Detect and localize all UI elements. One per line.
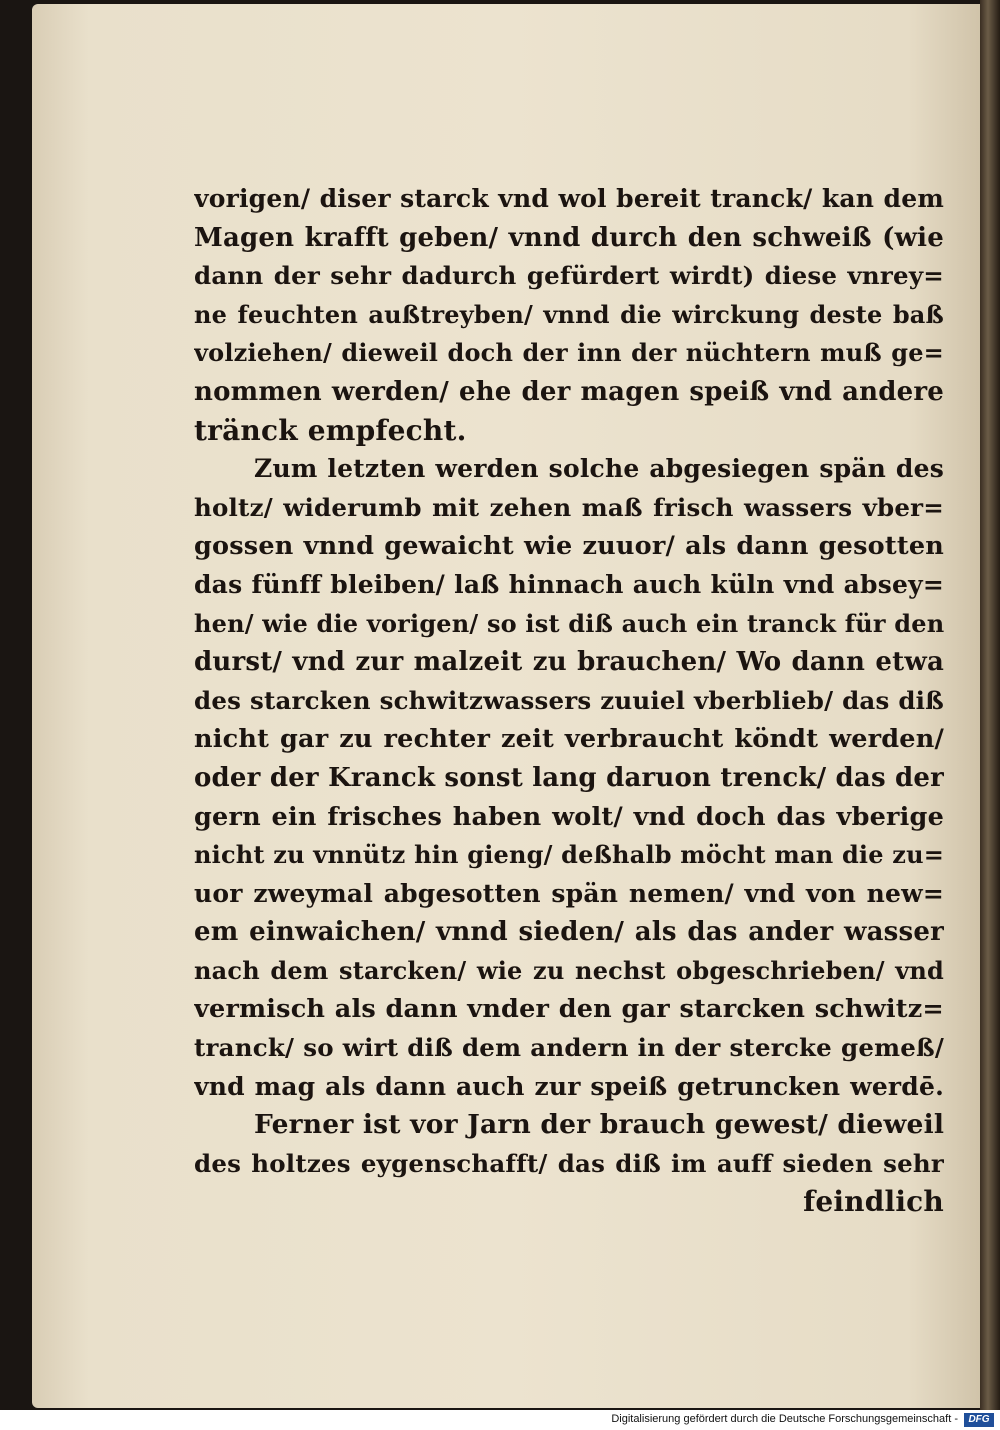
text-line-7: tränck empfecht. [194, 413, 467, 447]
text-line-14: des starcken schwitzwassers zuuiel vberblieb/ das diß [194, 685, 944, 715]
text-line-3: dann der sehr dadurch gefürdert wirdt) diese vnrey= [194, 261, 944, 291]
text-line-4: ne feuchten außtreyben/ vnnd die wirckung deste baß [194, 299, 944, 329]
text-line-8: Zum letzten werden solche abgesiegen spän des [254, 454, 944, 484]
attribution-footer [0, 1410, 1000, 1430]
text-line-25: Ferner ist vor Jarn der brauch gewest/ dieweil [254, 1109, 944, 1141]
text-line-2: Magen krafft geben/ vnnd durch den schweiß (wie [194, 222, 944, 253]
text-line-1: vorigen/ diser starck vnd wol bereit tranck/ kan dem [194, 184, 944, 213]
text-line-26: des holtzes eygenschafft/ das diß im auff sieden sehr [194, 1148, 944, 1178]
text-line-6: nommen werden/ ehe der magen speiß vnd andere [194, 376, 944, 407]
text-line-24: vnd mag als dann auch zur speiß getruncken werdē. [194, 1071, 944, 1101]
text-line-9: holtz/ widerumb mit zehen maß frisch wassers vber= [194, 492, 944, 522]
text-line-18: nicht zu vnnütz hin gieng/ deßhalb möcht man die zu= [194, 840, 944, 870]
page-text [194, 180, 944, 1222]
text-line-5: volziehen/ dieweil doch der inn der nüchtern muß ge= [194, 338, 944, 368]
text-line-15: nicht gar zu rechter zeit verbraucht köndt werden/ [194, 724, 944, 755]
text-line-10: gossen vnnd gewaicht wie zuuor/ als dann gesotten [194, 531, 944, 562]
text-line-11: das fünff bleiben/ laß hinnach auch küln vnd absey= [194, 569, 944, 599]
text-line-23: tranck/ so wirt diß dem andern in der stercke gemeß/ [194, 1033, 944, 1063]
text-line-12: hen/ wie die vorigen/ so ist diß auch ein tranck für den [194, 608, 944, 638]
dfg-logo: DFG [964, 1413, 994, 1427]
text-line-17: gern ein frisches haben wolt/ vnd doch das vberige [194, 801, 944, 832]
text-line-13: durst/ vnd zur malzeit zu brauchen/ Wo dann etwa [194, 647, 944, 678]
text-line-22: vermisch als dann vnder den gar starcken schwitz= [194, 994, 944, 1025]
text-line-19: uor zweymal abgesotten spän nemen/ vnd von new= [194, 878, 944, 908]
book-spine [980, 0, 1000, 1410]
text-line-21: nach dem starcken/ wie zu nechst obgeschrieben/ vnd [194, 955, 944, 985]
funding-notice: Digitalisierung gefördert durch die Deutsche Forschungsgemeinschaft - [611, 1413, 958, 1425]
text-line-16: oder der Kranck sonst lang daruon trenck/ das der [194, 762, 944, 793]
text-line-20: em einwaichen/ vnnd sieden/ als das ander wasser [194, 917, 944, 948]
catchword: feindlich [803, 1185, 944, 1219]
